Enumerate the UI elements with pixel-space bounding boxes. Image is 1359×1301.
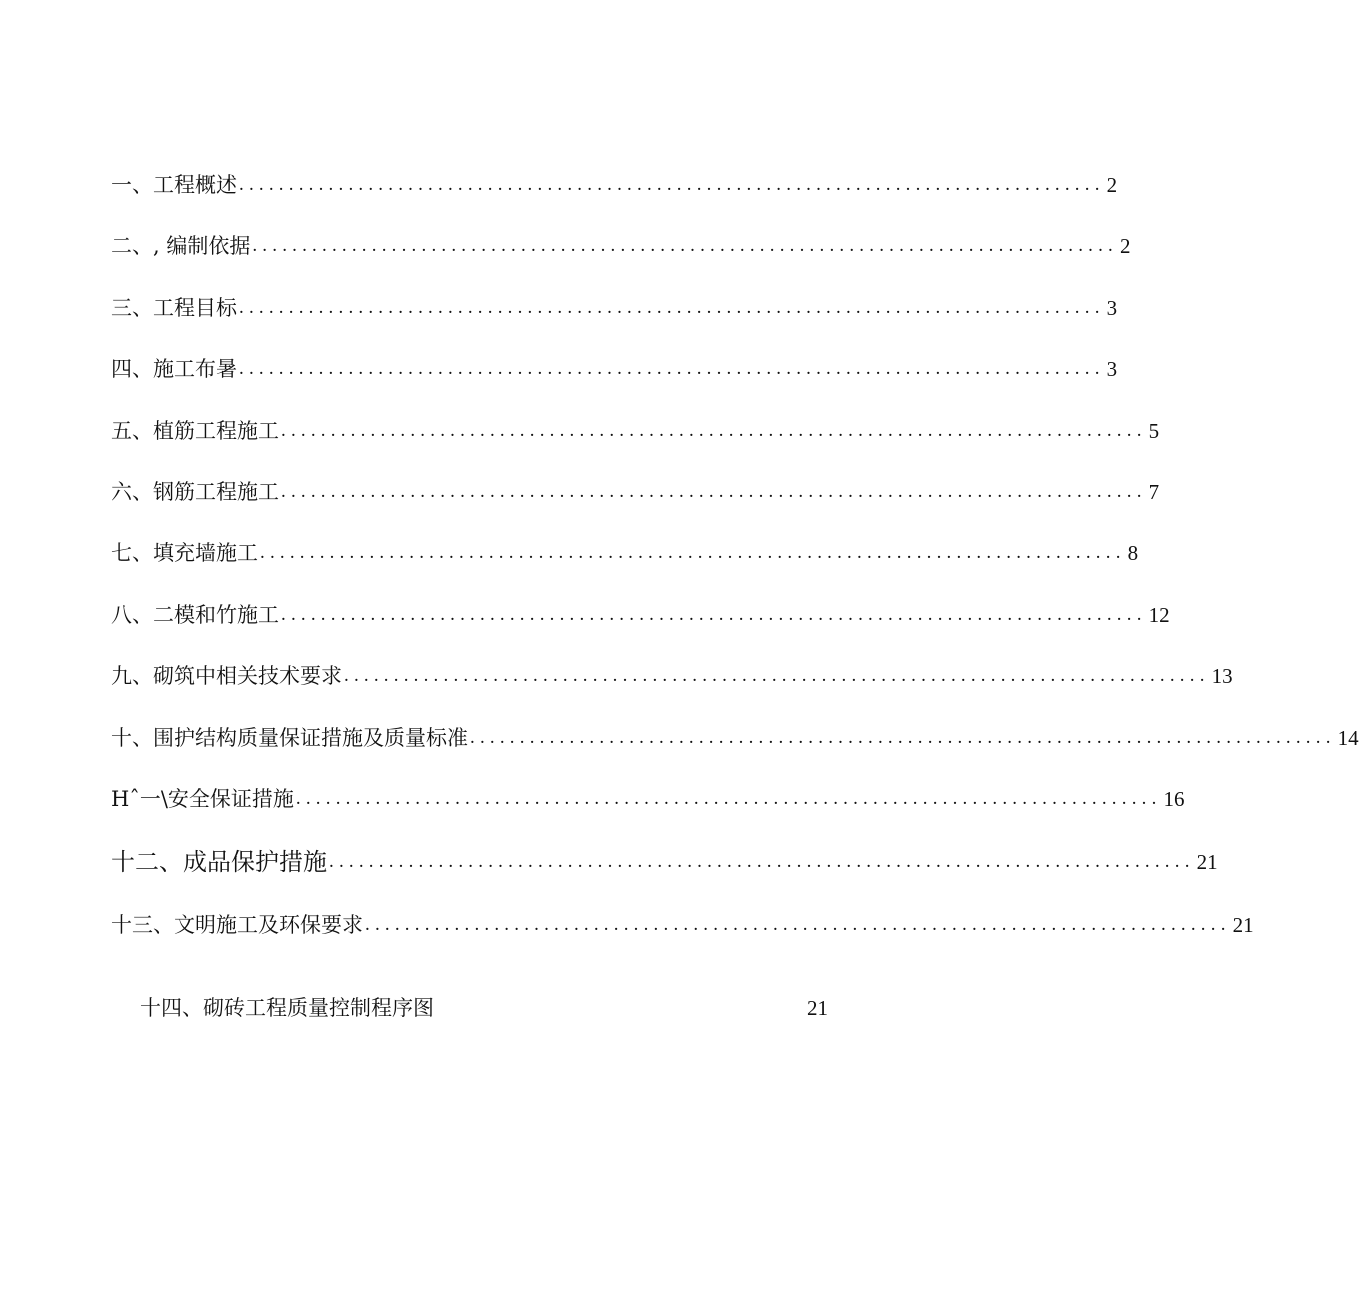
toc-entry-page: 21 <box>807 996 828 1020</box>
toc-entry[interactable] <box>111 596 1170 630</box>
toc-entry-title: 八、二模和竹施工 <box>111 603 279 627</box>
toc-leader-dots: ....................................................................................... <box>239 358 1105 379</box>
toc-entry-title: 二、, 编制依据 <box>111 234 251 258</box>
toc-entry-title: 十、围护结构质量保证措施及质量标准 <box>111 726 468 750</box>
toc-entry[interactable] <box>111 350 1118 384</box>
toc-entry-page: 2 <box>1106 173 1118 197</box>
toc-entry[interactable] <box>140 989 828 1023</box>
toc-entry-title: 三、工程目标 <box>111 296 237 320</box>
toc-entry[interactable] <box>111 534 1139 568</box>
toc-entry[interactable] <box>111 906 1254 940</box>
toc-entry-page: 21 <box>1196 850 1218 874</box>
toc-entry-page: 8 <box>1127 541 1139 565</box>
toc-entry[interactable] <box>111 473 1160 507</box>
toc-entry[interactable] <box>111 719 1359 753</box>
toc-entry[interactable] <box>111 657 1233 691</box>
toc-leader-dots: ....................................................................................... <box>260 542 1126 563</box>
toc-entry[interactable] <box>111 780 1185 814</box>
toc-entry-title: 十三、文明施工及环保要求 <box>111 913 363 937</box>
toc-entry-title: 十二、成品保护措施 <box>111 848 327 876</box>
toc-leader-dots: ....................................................................................... <box>252 235 1119 256</box>
toc-leader-dots: ....................................................................................... <box>281 420 1147 441</box>
toc-entry-page: 2 <box>1120 234 1131 258</box>
toc-entry-title: 六、钢筋工程施工 <box>111 480 279 504</box>
toc-entry-page: 5 <box>1148 419 1160 443</box>
toc-leader-dots: ....................................................................................... <box>281 604 1147 625</box>
toc-entry-page: 16 <box>1163 787 1185 811</box>
toc-entry-page: 21 <box>1232 913 1254 937</box>
toc-entry-title: 五、植筋工程施工 <box>111 419 279 443</box>
toc-entry-page: 3 <box>1106 296 1118 320</box>
toc-entry-page: 13 <box>1211 664 1233 688</box>
toc-entry-title: 九、砌筑中相关技术要求 <box>111 664 342 688</box>
toc-leader-dots: ....................................................................................... <box>239 174 1105 195</box>
toc-entry-title: 一、工程概述 <box>111 173 237 197</box>
toc-leader-dots: ....................................................................................... <box>295 788 1162 809</box>
toc-entry-page: 14 <box>1337 726 1359 750</box>
toc-entry-page: 12 <box>1148 603 1170 627</box>
toc-leader-dots: ....................................................................................... <box>329 851 1195 872</box>
toc-entry-title: Hˆ一\安全保证措施 <box>111 787 294 811</box>
toc-entry-title: 四、施工布暑 <box>111 357 237 381</box>
toc-leader-dots: ....................................................................................... <box>239 297 1105 318</box>
toc-leader-dots: ....................................................................................... <box>470 727 1336 748</box>
toc-entry-title: 七、填充墙施工 <box>111 541 258 565</box>
toc-entry[interactable] <box>111 843 1218 877</box>
toc-entry[interactable] <box>111 227 1131 261</box>
toc-entry-title: 十四、砌砖工程质量控制程序图 <box>140 996 434 1020</box>
toc-entry-page: 3 <box>1106 357 1118 381</box>
toc-leader-dots: ....................................................................................... <box>365 914 1231 935</box>
toc-leader-dots: ....................................................................................... <box>344 665 1210 686</box>
toc-entry[interactable] <box>111 166 1118 200</box>
toc-entry[interactable] <box>111 412 1160 446</box>
toc-entry[interactable] <box>111 289 1118 323</box>
toc-leader-dots: ....................................................................................... <box>281 481 1147 502</box>
toc-entry-page: 7 <box>1148 480 1160 504</box>
